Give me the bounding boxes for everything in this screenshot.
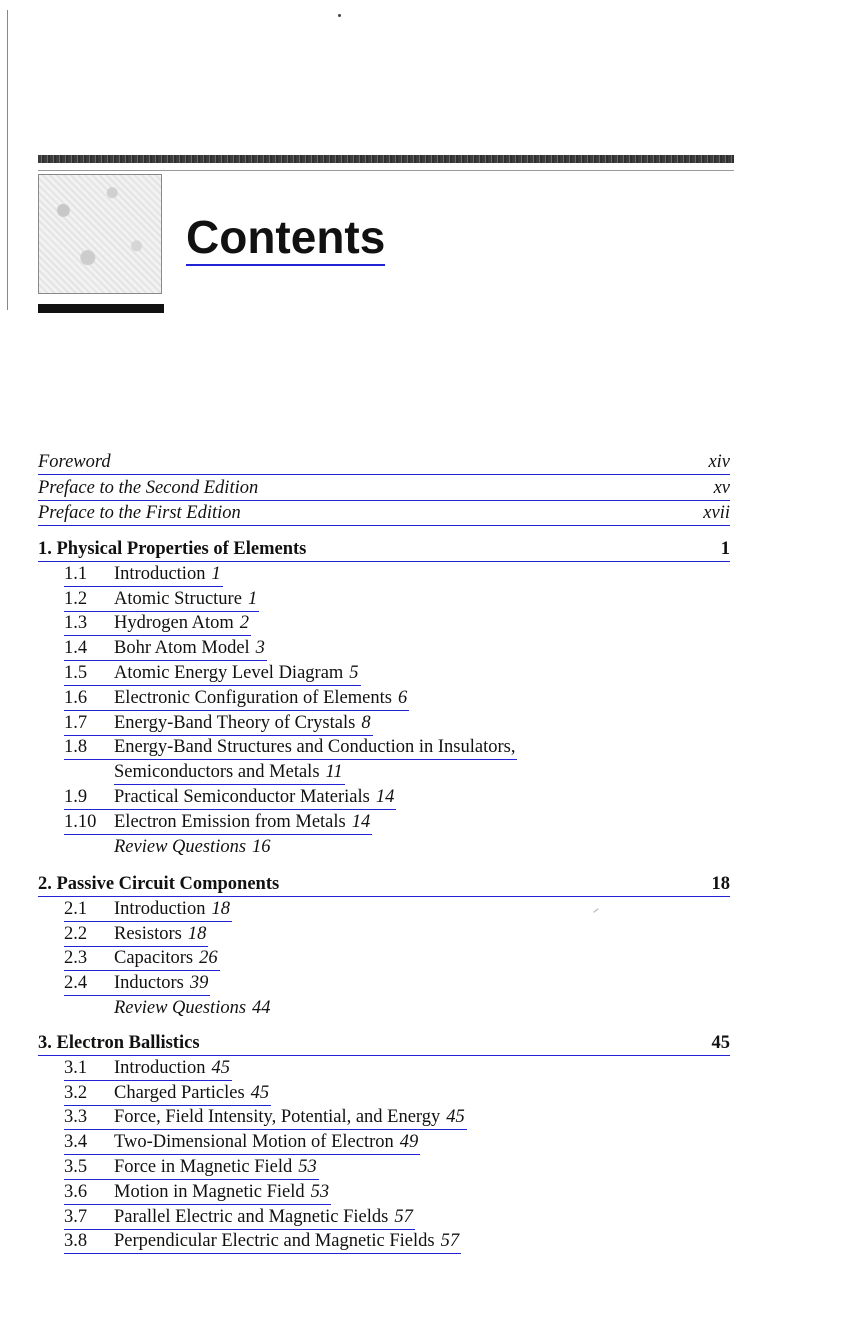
toc-chapter-page: 1 <box>720 539 730 559</box>
toc-section-number: 3.5 <box>64 1157 88 1177</box>
toc-section-label: Force, Field Intensity, Potential, and Energy <box>114 1107 441 1127</box>
toc-section-entry[interactable] <box>64 810 372 835</box>
toc-section-number: 3.1 <box>64 1058 88 1078</box>
toc-section-entry[interactable] <box>64 1056 232 1081</box>
toc-entry-page: xiv <box>708 452 730 472</box>
toc-section-entry[interactable] <box>64 661 361 686</box>
toc-section-entry[interactable] <box>64 1081 271 1106</box>
toc-entry-page: xvii <box>703 503 730 523</box>
toc-section-entry[interactable] <box>64 735 517 760</box>
toc-section-label: Semiconductors and Metals <box>114 762 320 782</box>
toc-section-number: 1.2 <box>64 589 88 609</box>
toc-section-number: 1.6 <box>64 688 88 708</box>
toc-section-label: Introduction <box>114 564 206 584</box>
toc-section-entry[interactable] <box>64 1105 467 1130</box>
toc-section-number: 3.4 <box>64 1132 88 1152</box>
toc-section-label: Introduction <box>114 1058 206 1078</box>
toc-section-entry[interactable] <box>114 760 345 785</box>
toc-section-page: 3 <box>255 638 265 658</box>
toc-section-label: Inductors <box>114 973 184 993</box>
toc-section-page: 6 <box>397 688 408 708</box>
toc-section-entry[interactable] <box>64 1130 420 1155</box>
toc-section-entry[interactable] <box>64 785 396 810</box>
toc-section-number: 3.6 <box>64 1182 88 1202</box>
toc-front-matter-entry[interactable] <box>38 501 730 526</box>
toc-review-label: Review Questions <box>114 998 247 1018</box>
toc-section-page: 49 <box>399 1132 419 1152</box>
toc-entry-page: xv <box>713 478 730 498</box>
toc-section-page: 8 <box>361 713 371 733</box>
toc-section-label: Introduction <box>114 899 206 919</box>
toc-section-label: Electron Emission from Metals <box>114 812 346 832</box>
toc-section-number: 1.7 <box>64 713 88 733</box>
toc-section-entry[interactable] <box>64 587 259 612</box>
toc-entry-label: Foreword <box>38 452 111 472</box>
toc-section-page: 14 <box>351 812 371 832</box>
toc-section-label: Electronic Configuration of Elements <box>114 688 392 708</box>
toc-section-label: Bohr Atom Model <box>114 638 250 658</box>
toc-section-number: 1.3 <box>64 613 88 633</box>
toc-section-number: 3.3 <box>64 1107 88 1127</box>
toc-section-page: 57 <box>440 1231 460 1251</box>
toc-section-page: 45 <box>250 1083 270 1103</box>
toc-section-label: Energy-Band Structures and Conduction in Insulators, <box>114 737 516 757</box>
toc-section-page: 1 <box>247 589 258 609</box>
toc-section-label: Resistors <box>114 924 182 944</box>
toc-section-label: Two-Dimensional Motion of Electron <box>114 1132 394 1152</box>
toc-chapter-entry[interactable] <box>38 1031 730 1056</box>
toc-review-label: Review Questions <box>114 837 247 857</box>
toc-chapter-entry[interactable] <box>38 872 730 897</box>
toc-chapter-page: 45 <box>711 1033 730 1053</box>
toc-section-label: Charged Particles <box>114 1083 245 1103</box>
toc-section-label: Energy-Band Theory of Crystals <box>114 713 356 733</box>
toc-section-number: 3.2 <box>64 1083 88 1103</box>
toc-section-label: Motion in Magnetic Field <box>114 1182 305 1202</box>
toc-section-number: 2.3 <box>64 948 88 968</box>
toc-section-entry[interactable] <box>64 686 409 711</box>
toc-section-page: 53 <box>298 1157 317 1177</box>
toc-chapter-label: 1. Physical Properties of Elements <box>38 539 307 559</box>
toc-section-entry[interactable] <box>64 897 232 922</box>
toc-section-page: 18 <box>187 924 207 944</box>
page-title[interactable]: Contents <box>186 210 385 266</box>
toc-review-questions[interactable] <box>114 835 271 859</box>
toc-section-entry[interactable] <box>64 946 220 971</box>
toc-section-number: 3.7 <box>64 1207 88 1227</box>
toc-section-label: Practical Semiconductor Materials <box>114 787 370 807</box>
toc-section-number: 1.5 <box>64 663 88 683</box>
toc-chapter-page: 18 <box>711 874 730 894</box>
toc-entry-label: Preface to the Second Edition <box>38 478 259 498</box>
toc-section-label: Hydrogen Atom <box>114 613 234 633</box>
toc-review-questions[interactable] <box>114 996 271 1020</box>
toc-section-number: 3.8 <box>64 1231 88 1251</box>
toc-section-entry[interactable] <box>64 971 210 996</box>
toc-chapter-label: 3. Electron Ballistics <box>38 1033 200 1053</box>
toc-review-page: 16 <box>252 837 271 857</box>
toc-section-number: 2.4 <box>64 973 88 993</box>
toc-section-entry[interactable] <box>64 1229 461 1254</box>
toc-section-page: 26 <box>199 948 218 968</box>
toc-section-entry[interactable] <box>64 711 373 736</box>
toc-section-number: 1.10 <box>64 812 97 832</box>
toc-section-page: 57 <box>394 1207 413 1227</box>
toc-section-number: 2.1 <box>64 899 88 919</box>
toc-section-number: 1.8 <box>64 737 88 757</box>
toc-section-number: 1.1 <box>64 564 88 584</box>
toc-section-number: 2.2 <box>64 924 88 944</box>
toc-section-page: 45 <box>446 1107 465 1127</box>
toc-section-page: 14 <box>375 787 395 807</box>
toc-section-entry[interactable] <box>64 1205 415 1230</box>
toc-section-label: Parallel Electric and Magnetic Fields <box>114 1207 389 1227</box>
toc-section-page: 39 <box>189 973 209 993</box>
toc-front-matter-entry[interactable] <box>38 476 730 501</box>
toc-section-entry[interactable] <box>64 1155 319 1180</box>
toc-chapter-entry[interactable] <box>38 537 730 562</box>
toc-section-number: 1.4 <box>64 638 88 658</box>
toc-chapter-label: 2. Passive Circuit Components <box>38 874 280 894</box>
toc-section-entry[interactable] <box>64 922 208 947</box>
toc-section-entry[interactable] <box>64 1180 331 1205</box>
toc-section-page: 5 <box>349 663 359 683</box>
toc-section-entry[interactable] <box>64 562 223 587</box>
toc-section-label: Capacitors <box>114 948 194 968</box>
toc-section-label: Atomic Structure <box>114 589 242 609</box>
toc-section-label: Atomic Energy Level Diagram <box>114 663 344 683</box>
toc-section-page: 45 <box>211 1058 230 1078</box>
toc-entry-label: Preface to the First Edition <box>38 503 241 523</box>
toc-section-page: 11 <box>325 762 343 782</box>
toc-front-matter-entry[interactable] <box>38 450 730 475</box>
toc-section-label: Perpendicular Electric and Magnetic Fields <box>114 1231 435 1251</box>
toc-section-page: 2 <box>239 613 249 633</box>
toc-section-page: 18 <box>211 899 230 919</box>
toc-section-entry[interactable] <box>64 611 251 636</box>
toc-section-number: 1.9 <box>64 787 88 807</box>
toc-section-page: 1 <box>211 564 221 584</box>
toc-section-page: 53 <box>310 1182 330 1202</box>
toc-section-entry[interactable] <box>64 636 267 661</box>
toc-section-label: Force in Magnetic Field <box>114 1157 293 1177</box>
toc-review-page: 44 <box>252 998 271 1018</box>
